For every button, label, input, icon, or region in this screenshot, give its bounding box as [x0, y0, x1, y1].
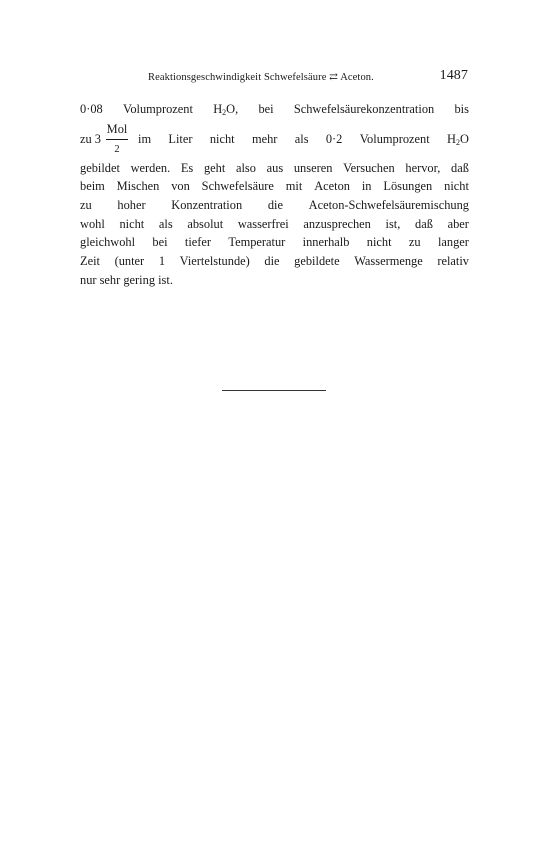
fraction — [105, 119, 129, 159]
word: Aceton — [314, 179, 350, 194]
word: ist, — [385, 216, 401, 231]
word: Aceton-Schwefelsäuremischung — [308, 198, 469, 213]
word: gleichwohl — [80, 235, 136, 250]
text-line-8 — [80, 252, 469, 271]
word: als — [294, 131, 309, 146]
word: nicht — [119, 216, 145, 231]
word: aus — [266, 160, 284, 175]
fraction-denominator: 2 — [114, 143, 120, 155]
body-paragraph — [80, 100, 469, 290]
word: Viertelstunde) — [179, 254, 250, 269]
word: Zeit — [80, 254, 100, 269]
word: zu — [408, 235, 421, 250]
word: wasserfrei — [237, 216, 289, 231]
word: gebildete — [294, 254, 340, 269]
word: (unter — [114, 254, 145, 269]
formula-element: O — [459, 131, 469, 146]
text-line-5 — [80, 196, 469, 215]
word: bei — [152, 235, 168, 250]
text-line-1 — [80, 100, 469, 119]
word: Es — [180, 160, 194, 175]
fraction-bar — [106, 139, 128, 140]
word: Lösungen — [383, 179, 433, 194]
word: hervor, — [405, 160, 441, 175]
word: nicht — [444, 179, 469, 194]
word: Mischen — [116, 179, 160, 194]
word: die — [264, 254, 280, 269]
text-line-9: nur sehr gering ist. — [80, 272, 173, 287]
word: 0·08 — [80, 102, 103, 116]
word: hoher — [117, 198, 146, 213]
word: Temperatur — [228, 235, 286, 250]
word: aber — [447, 216, 469, 231]
word: also — [235, 160, 256, 175]
chemical-formula — [447, 130, 469, 153]
word: mehr — [251, 131, 278, 146]
word: wohl — [80, 216, 105, 231]
word: Versuchen — [343, 160, 395, 175]
word: zu 3 — [80, 131, 101, 146]
chemical-formula — [213, 100, 238, 119]
fraction-numerator: Mol — [106, 121, 128, 136]
word: bis — [454, 102, 469, 116]
word: Schwefelsäure — [201, 179, 274, 194]
word: Liter — [168, 131, 193, 146]
word: Volumprozent — [122, 102, 193, 116]
text-line-2 — [80, 119, 469, 159]
word: Wassermenge — [354, 254, 423, 269]
page-number: 1487 — [439, 68, 468, 83]
word: mit — [285, 179, 303, 194]
formula-element: H — [447, 131, 456, 146]
word: Volumprozent — [359, 131, 430, 146]
word: absolut — [187, 216, 224, 231]
word: anzusprechen — [303, 216, 371, 231]
formula-subscript: 2 — [222, 108, 227, 117]
word: Konzentration — [171, 198, 243, 213]
formula-element: H — [213, 102, 223, 116]
word: bei — [258, 102, 274, 116]
formula-subscript: 2 — [455, 137, 460, 147]
word: tiefer — [184, 235, 212, 250]
word: von — [171, 179, 190, 194]
word: 1 — [158, 254, 166, 269]
word: zu — [80, 198, 92, 213]
word: unseren — [293, 160, 333, 175]
word: 0·2 — [325, 131, 343, 146]
text-line-3 — [80, 159, 469, 178]
word: im — [138, 131, 152, 146]
word: daß — [451, 160, 469, 175]
word: gebildet — [80, 160, 120, 175]
word: nicht — [366, 235, 392, 250]
word: geht — [203, 160, 226, 175]
word: beim — [80, 179, 105, 194]
running-head — [148, 66, 468, 86]
word: relativ — [437, 254, 469, 269]
text-line-7 — [80, 233, 469, 252]
word: daß — [415, 216, 433, 231]
section-end-rule — [222, 390, 326, 391]
running-title: Reaktionsgeschwindigkeit Schwefelsäure ⇄ Aceton. — [148, 72, 374, 83]
text-line-6 — [80, 215, 469, 234]
word: als — [158, 216, 173, 231]
word: innerhalb — [302, 235, 350, 250]
text-line-4 — [80, 177, 469, 196]
word: die — [267, 198, 283, 213]
word: Schwefelsäurekonzentration — [293, 102, 435, 116]
word: in — [361, 179, 372, 194]
word: langer — [437, 235, 469, 250]
formula-element: O, — [226, 102, 239, 116]
word: nicht — [209, 131, 235, 146]
word: werden. — [130, 160, 171, 175]
